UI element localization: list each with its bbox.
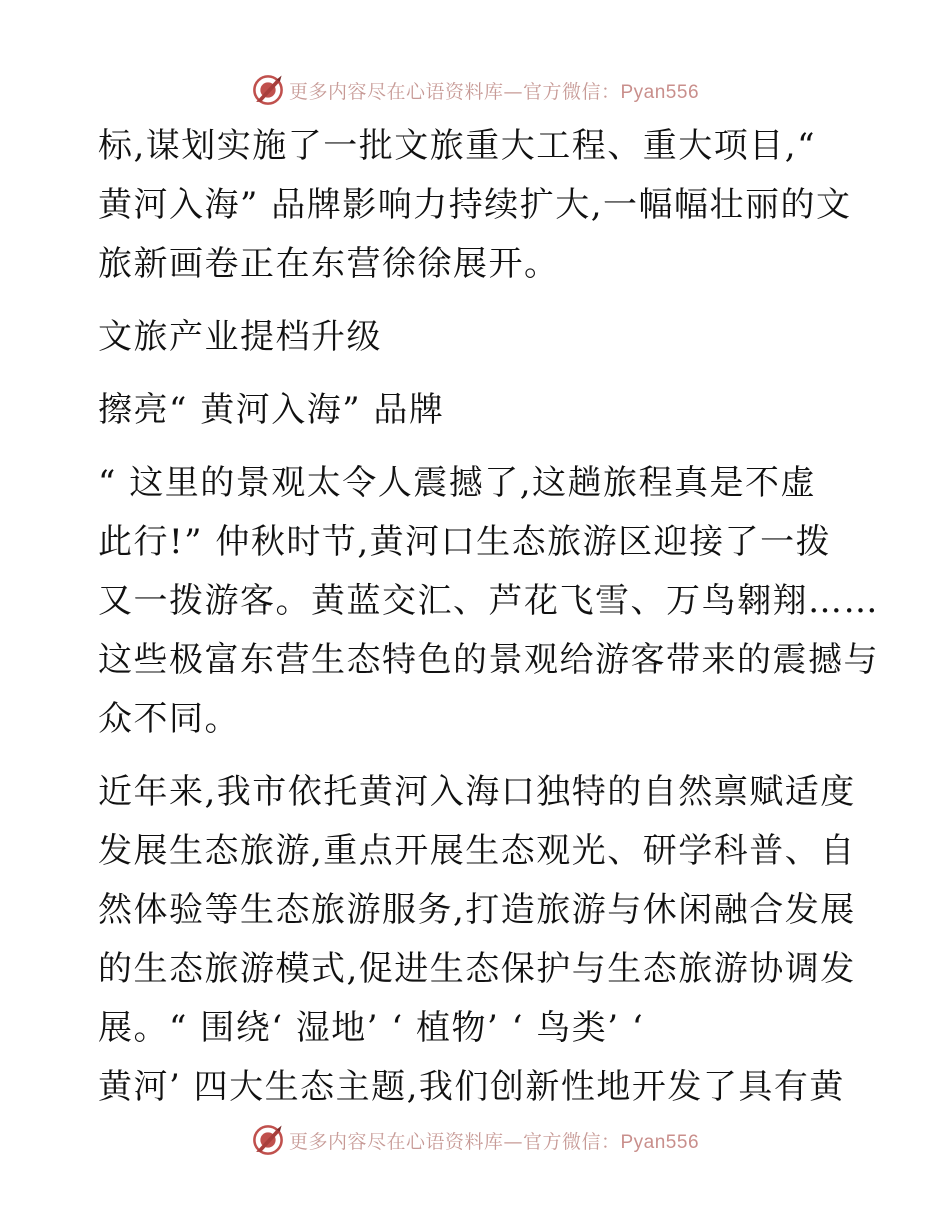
text-line: 近年来,我市依托黄河入海口独特的自然禀赋适度 <box>98 772 856 812</box>
paragraph-intro <box>98 117 858 294</box>
text-line: 的生态旅游模式,促进生态保护与生态旅游协调发 <box>98 949 856 989</box>
heading-line: 文旅产业提档升级 <box>98 317 382 357</box>
text-line: 这些极富东营生态特色的景观给游客带来的震撼与 <box>98 640 879 680</box>
quill-logo-icon <box>251 1123 285 1157</box>
document-body <box>98 117 879 1117</box>
paragraph-quote <box>98 454 879 749</box>
watermark-group <box>251 73 699 107</box>
watermark-text: 更多内容尽在心语资料库—官方微信：Pyan556 <box>288 80 700 103</box>
text-line: 旅新画卷正在东营徐徐展开。 <box>98 244 560 284</box>
subheading-line: 擦亮“ 黄河入海” 品牌 <box>98 390 445 430</box>
text-line: 标,谋划实施了一批文旅重大工程、重大项目,“ <box>98 126 816 166</box>
section-subheading <box>98 381 858 440</box>
text-line: 又一拨游客。黄蓝交汇、芦花飞雪、万鸟翱翔…… <box>98 581 879 621</box>
watermark-group <box>251 1123 699 1157</box>
paragraph-recent-years <box>98 763 858 1117</box>
text-line: 众不同。 <box>98 699 240 739</box>
header-watermark <box>0 70 950 110</box>
text-line: 展。“ 围绕‘ 湿地’ ‘ 植物’ ‘ 鸟类’ ‘ <box>98 1008 645 1048</box>
text-line: 此行!” 仲秋时节,黄河口生态旅游区迎接了一拨 <box>98 522 832 562</box>
text-line: 黄河入海” 品牌影响力持续扩大,一幅幅壮丽的文 <box>98 185 852 225</box>
section-heading <box>98 308 858 367</box>
text-line: “ 这里的景观太令人震撼了,这趟旅程真是不虚 <box>98 463 816 503</box>
text-line: 然体验等生态旅游服务,打造旅游与休闲融合发展 <box>98 890 856 930</box>
watermark-text: 更多内容尽在心语资料库—官方微信：Pyan556 <box>288 1130 700 1153</box>
footer-watermark <box>0 1120 950 1160</box>
quill-logo-icon <box>251 73 285 107</box>
text-line: 黄河’ 四大生态主题,我们创新性地开发了具有黄 <box>98 1067 845 1107</box>
text-line: 发展生态旅游,重点开展生态观光、研学科普、自 <box>98 831 856 871</box>
